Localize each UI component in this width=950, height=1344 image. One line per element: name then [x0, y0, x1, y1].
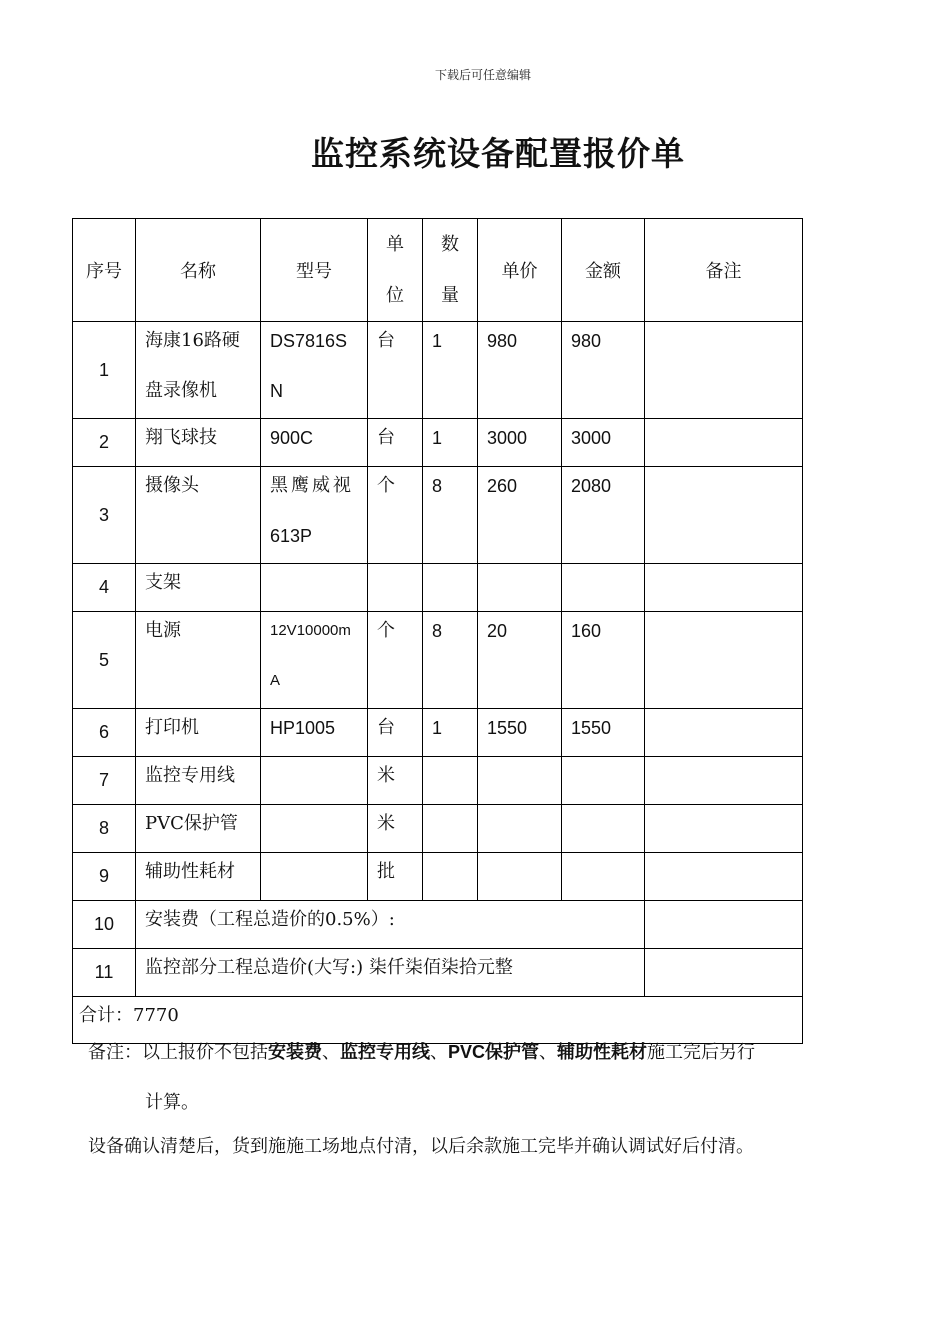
row-index: 9 [73, 853, 136, 901]
row-remark [645, 757, 803, 805]
row-qty: 1 [423, 419, 478, 467]
row-price: 1550 [478, 709, 562, 757]
column-header-index: 序号 [73, 219, 136, 322]
row-amount: 2080 [562, 467, 645, 564]
row-model [261, 612, 368, 709]
row-index: 8 [73, 805, 136, 853]
row-name: 支架 [136, 564, 261, 612]
table-header-row [73, 219, 803, 322]
row-amount: 980 [562, 322, 645, 419]
row-model-line1: 12V10000m [270, 622, 351, 639]
row-remark [645, 853, 803, 901]
table-row [73, 322, 803, 419]
row-qty: 1 [423, 709, 478, 757]
row-name: PVC保护管 [136, 805, 261, 853]
row-index: 11 [73, 949, 136, 997]
row-model [261, 805, 368, 853]
table-row [73, 709, 803, 757]
row-unit: 个 [368, 467, 423, 564]
row-name: 摄像头 [136, 467, 261, 564]
row-qty: 8 [423, 612, 478, 709]
row-amount [562, 805, 645, 853]
row-unit: 米 [368, 757, 423, 805]
row-price: 260 [478, 467, 562, 564]
row-model-line2: 613P [270, 526, 313, 546]
column-header-remark: 备注 [645, 219, 803, 322]
row-amount: 1550 [562, 709, 645, 757]
row-unit: 个 [368, 612, 423, 709]
row-index: 4 [73, 564, 136, 612]
row-remark [645, 322, 803, 419]
column-header-price: 单价 [478, 219, 562, 322]
installation-fee-cell: 安装费（工程总造价的0.5%）: [136, 901, 645, 949]
row-price [478, 757, 562, 805]
row-amount: 160 [562, 612, 645, 709]
row-model: HP1005 [261, 709, 368, 757]
row-index: 1 [73, 322, 136, 419]
row-qty [423, 757, 478, 805]
table-row [73, 419, 803, 467]
row-price: 980 [478, 322, 562, 419]
row-price [478, 805, 562, 853]
row-index: 6 [73, 709, 136, 757]
column-header-model: 型号 [261, 219, 368, 322]
table-row [73, 467, 803, 564]
row-model [261, 322, 368, 419]
row-model [261, 757, 368, 805]
row-name-line2: 盘录像机 [145, 380, 217, 401]
row-name: 翔飞球技 [136, 419, 261, 467]
row-price: 3000 [478, 419, 562, 467]
row-name: 监控专用线 [136, 757, 261, 805]
row-index: 2 [73, 419, 136, 467]
row-price: 20 [478, 612, 562, 709]
row-model-line2: A [270, 672, 281, 689]
row-model-line1: DS7816S [270, 331, 348, 351]
column-header-qty-line2: 量 [441, 285, 459, 306]
column-header-name: 名称 [136, 219, 261, 322]
row-name: 电源 [136, 612, 261, 709]
column-header-qty-line1: 数 [441, 234, 459, 255]
row-index: 10 [73, 901, 136, 949]
row-unit: 台 [368, 419, 423, 467]
page-title: 监控系统设备配置报价单 [311, 134, 685, 173]
remark-note-continuation: 计算。 [145, 1092, 199, 1113]
row-model [261, 467, 368, 564]
row-name: 辅助性耗材 [136, 853, 261, 901]
quote-table [72, 218, 803, 1044]
table-row [73, 757, 803, 805]
row-name-line1: 海康16路硬 [145, 330, 240, 351]
table-row [73, 612, 803, 709]
grand-total-words-cell: 监控部分工程总造价(大写:) 柒仟柒佰柒拾元整 [136, 949, 645, 997]
row-model: 900C [261, 419, 368, 467]
total-cell: 合计：7770 [73, 997, 803, 1044]
row-index: 3 [73, 467, 136, 564]
column-header-qty [423, 219, 478, 322]
payment-terms: 设备确认清楚后，货到施施工场地点付清，以后余款施工完毕并确认调试好后付清。 [88, 1136, 754, 1157]
header-note: 下载后可任意编辑 [434, 68, 531, 82]
row-index: 7 [73, 757, 136, 805]
row-qty: 8 [423, 467, 478, 564]
row-remark [645, 612, 803, 709]
row-remark [645, 901, 803, 949]
column-header-unit-line1: 单 [386, 234, 404, 255]
row-remark [645, 419, 803, 467]
row-qty [423, 805, 478, 853]
row-unit: 台 [368, 709, 423, 757]
row-remark [645, 709, 803, 757]
row-unit: 批 [368, 853, 423, 901]
table-row [73, 805, 803, 853]
row-amount [562, 757, 645, 805]
column-header-amount: 金额 [562, 219, 645, 322]
row-model-line1: 黑鹰威视 [270, 475, 354, 496]
row-name: 打印机 [136, 709, 261, 757]
row-remark [645, 805, 803, 853]
row-model-line2: N [270, 381, 283, 401]
column-header-unit-line2: 位 [386, 285, 404, 306]
row-remark [645, 564, 803, 612]
total-row [73, 997, 803, 1044]
row-qty: 1 [423, 322, 478, 419]
row-remark [645, 467, 803, 564]
remark-note: 备注：以上报价不包括安装费、监控专用线、PVC保护管、辅助性耗材施工完后另行 [88, 1042, 756, 1063]
row-name [136, 322, 261, 419]
row-unit: 台 [368, 322, 423, 419]
row-unit: 米 [368, 805, 423, 853]
row-amount: 3000 [562, 419, 645, 467]
row-index: 5 [73, 612, 136, 709]
column-header-unit [368, 219, 423, 322]
